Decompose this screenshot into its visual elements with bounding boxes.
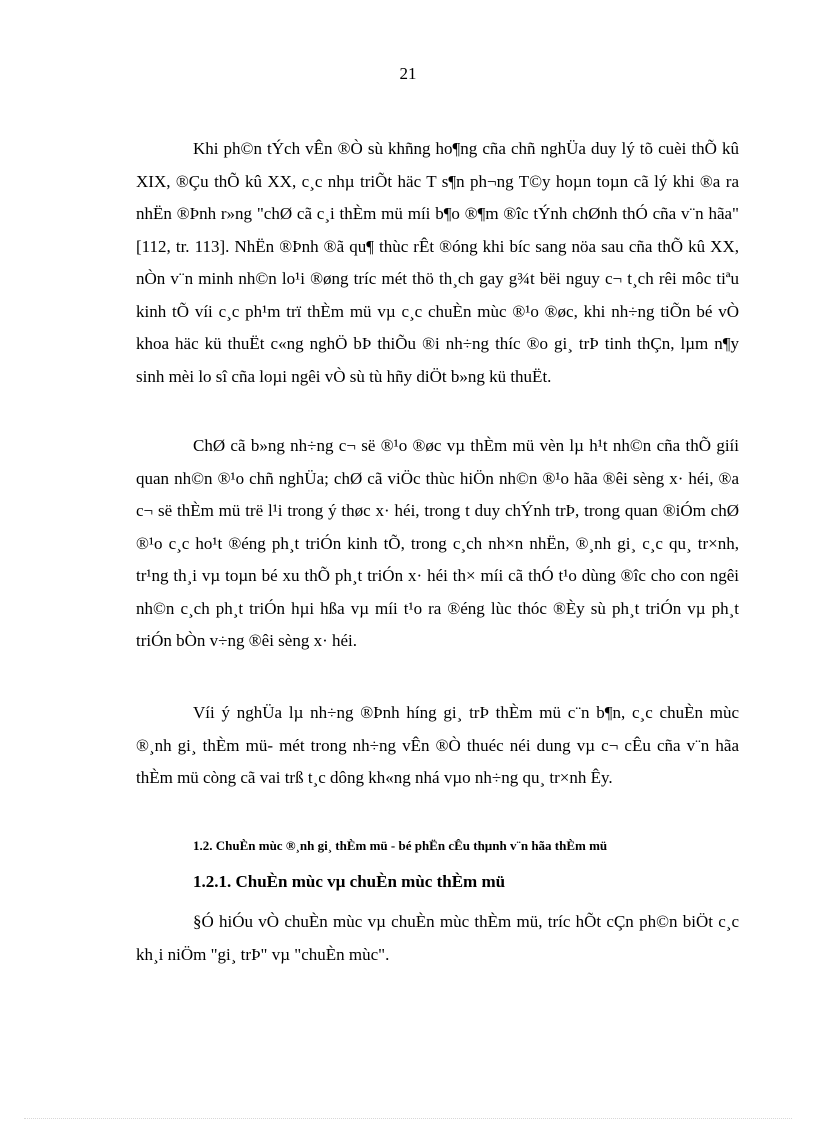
body-paragraph-4: §Ó hiÓu vÒ chuÈn mùc vµ chuÈn mùc thÈm mü, tríc hÕt cÇn ph©n biÖt c¸c kh¸i niÖm "gi¸ trÞ" vµ "chuÈn mùc". <box>136 912 739 964</box>
subsection-title: 1.2.1. ChuÈn mùc vµ chuÈn mùc thÈm mü <box>193 872 506 891</box>
section-title: 1.2. ChuÈn mùc ®¸nh gi¸ thÈm mü - bé phËn cÊu thµnh v¨n hãa thÈm mü <box>193 838 608 853</box>
page-bottom-rule <box>24 1118 792 1119</box>
body-paragraph-2: ChØ cã b»ng nh÷ng c¬ së ®¹o ®øc vµ thÈm mü vèn lµ h¹t nh©n cña thÕ giíi quan nh©n ®¹o chñ nghÜa; chØ cã viÖc thùc hiÖn nh©n ®¹o hãa ®êi sèng x· héi, ®a c¬ së thÈm mü trë l¹i trong ý thøc x· héi, trong t duy chÝnh trÞ, trong quan ®iÓm chØ ®¹o c¸c ho¹t ®éng ph¸t triÓn kinh tÕ, trong c¸ch nh×n nhËn, ®¸nh gi¸ c¸c qu¸ tr×nh, tr¹ng th¸i vµ toµn bé xu thÕ ph¸t triÓn x· héi th× míi cã thÓ t¹o dùng ®îc cho con ngêi nh©n c¸ch ph¸t triÓn hµi hßa vµ míi t¹o ra ®éng lùc thóc ®Èy sù ph¸t triÓn vµ ph¸t triÓn bÒn v÷ng ®êi sèng x· héi. <box>136 436 739 650</box>
body-paragraph-3: Víi ý nghÜa lµ nh÷ng ®Þnh híng gi¸ trÞ thÈm mü c¨n b¶n, c¸c chuÈn mùc ®¸nh gi¸ thÈm mü- mét trong nh÷ng vÊn ®Ò thuéc néi dung vµ c¬ cÊu cña v¨n hãa thÈm mü còng cã vai trß t¸c dông kh«ng nhá vµo nh÷ng qu¸ tr×nh Êy. <box>136 703 739 787</box>
body-paragraph-1: Khi ph©n tÝch vÊn ®Ò sù khñng ho¶ng cña chñ nghÜa duy lý tõ cuèi thÕ kû XIX, ®Çu thÕ kû XX, c¸c nhµ triÕt häc T s¶n ph¬ng T©y hoµn toµn cã lý khi ®a ra nhËn ®Þnh r»ng "chØ cã c¸i thÈm mü míi b¶o ®¶m ®îc tÝnh chØnh thÓ cña v¨n hãa" [112, tr. 113]. NhËn ®Þnh ®ã qu¶ thùc rÊt ®óng khi bíc sang nöa sau cña thÕ kû XX, nÒn v¨n minh nh©n lo¹i ®øng tríc mét thö th¸ch gay g¾t bëi nguy c¬ t¸ch rêi môc tiªu kinh tÕ víi c¸c ph¹m trï thÈm mü vµ c¸c chuÈn mùc ®¹o ®øc, khi nh÷ng tiÕn bé vÒ khoa häc kü thuËt c«ng nghÖ bÞ thiÕu ®i nh÷ng thíc ®o gi¸ trÞ tinh thÇn, lµm n¶y sinh mèi lo sî cña loµi ngêi vÒ sù tù hñy diÖt b»ng kü thuËt. <box>136 139 739 386</box>
page-number: 21 <box>399 64 417 83</box>
